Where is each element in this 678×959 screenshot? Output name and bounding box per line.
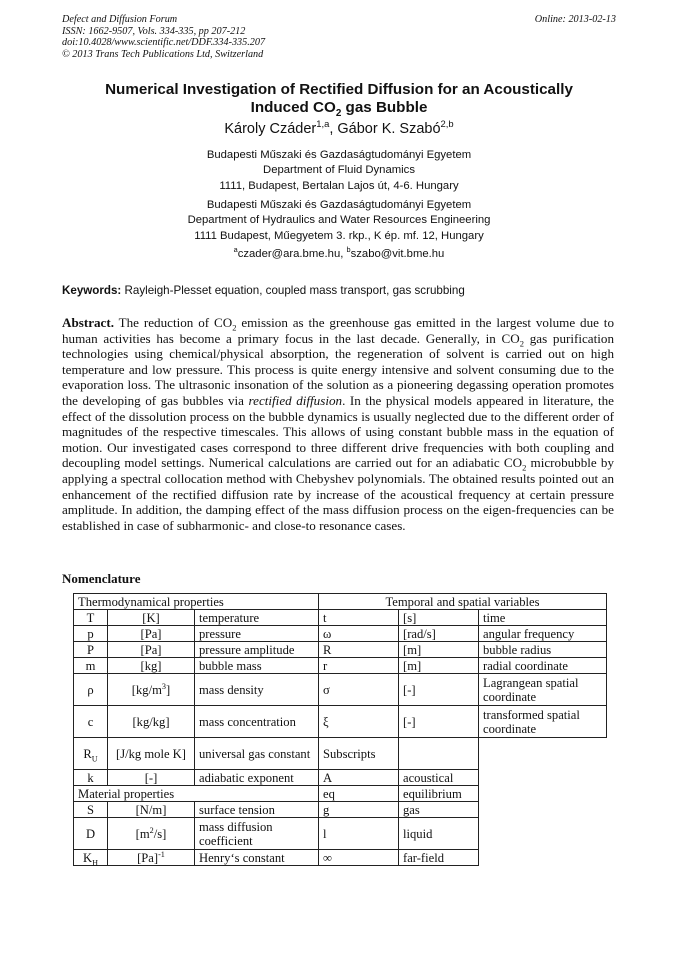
table-row: p [Pa] pressure ω [rad/s] angular frequency [74,626,607,642]
table-row: S [N/m] surface tension g gas [74,802,607,818]
email-b[interactable]: szabo@vit.bme.hu [350,248,445,260]
copyright: © 2013 Trans Tech Publications Ltd, Switzerland [62,48,264,60]
author-2: Gábor K. Szabó [337,121,441,137]
affiliation-2: Budapesti Műszaki és Gazdaságtudományi Egyetem Department of Hydraulics and Water Resources Engineering 1111 Budapest, Műegyetem 3. rkp., K ép. mf. 12, Hungary [187,199,491,242]
table-row: c [kg/kg] mass concentration ξ [-] transformed spatial coordinate [74,706,607,738]
online-date: Online: 2013-02-13 [534,14,616,25]
abstract-label: Abstract. [62,315,114,330]
temporal-header: Temporal and spatial variables [319,594,607,610]
table-row: D $[m^2/s]$ mass diffusion coefficient l liquid [74,818,607,850]
title-line-1: Numerical Investigation of Rectified Diffusion for an Acoustically [105,81,573,98]
paper-title [62,81,616,120]
table-row: k [-] adiabatic exponent A acoustical [74,770,607,786]
affiliation-1: Budapesti Műszaki és Gazdaságtudományi Egyetem Department of Fluid Dynamics 1111, Budapest, Bertalan Lajos út, 4-6. Hungary [206,149,472,192]
thermo-header: Thermodynamical properties [74,594,319,610]
author-1: Károly Czáder [224,121,317,137]
title-line-2: Induced $CO_2$ gas Bubble [250,99,428,120]
table-row: P [Pa] pressure amplitude R [m] bubble radius [74,642,607,658]
keywords-label: Keywords: [62,284,122,297]
abstract: Abstract. The reduction of $CO_2$ emission as the greenhouse gas emitted in the largest volume due to human activities has become a primary focus in the last decade. Generally, in $CO_2$ gas purification technologies using chemical/physical absorption, the regeneration of solvent is carried out on high temperature and low pressure. This process is quite energy intensive and solvent consuming due to the evaporation loss. The ultrasonic insonation of the solution as a pioneering degassing operation promotes the developing of gas bubbles via rectified diffusion. In the physical models appeared in literature, the effect of the dissolution process on the bubble dynamics is usually neglected due to the different order of magnitudes of the respective timescales. This allows of using constant bubble mass in the equation of motion. Our investigated cases correspond to three different drive frequencies with both coupling and decoupling model settings. Numerical calculations are carried out for an adiabatic $CO_2$ microbubble by applying a spectral collocation method with Chebyshev polynomials. The obtained results pointed out an enhancement of the rectified diffusion rate by increase of the acoustical frequency at certain pressure amplitude. In addition, the damping effect of the mass diffusion process on the eigen-frequencies can be established in case of subharmonic- and close-to resonance cases. [62,315,614,533]
keywords [62,284,465,297]
journal-name: Defect and Diffusion Forum [62,14,178,25]
nomenclature-heading: Nomenclature [62,571,141,586]
table-row: $R_U$ [J/kg mole K] universal gas constant Subscripts [74,738,607,770]
table-row [74,594,607,610]
doi: doi:10.4028/www.scientific.net/DDF.334-335.207 [62,37,266,49]
issn: ISSN: 1662-9507, Vols. 334-335, pp 207-212 [62,25,246,37]
keywords-text: Rayleigh-Plesset equation, coupled mass transport, gas scrubbing [121,284,465,297]
table-row: $K_H$ $[Pa]^{-1}$ Henry‘s constant ∞ far-field [74,850,607,866]
table-row: Material properties eq equilibrium [74,786,607,802]
author-emails: $^a$czader@ara.bme.hu, $^b$szabo@vit.bme.hu [233,245,445,260]
journal-header [62,14,265,60]
table-row: T [K] temperature t [s] time [74,610,607,626]
material-header: Material properties [74,786,319,802]
email-a[interactable]: czader@ara.bme.hu [237,248,341,260]
nomenclature-table [73,593,607,866]
table-row: ρ $[kg/m^3]$ mass density σ [-] Lagrangean spatial coordinate [74,674,607,706]
authors: Károly Czáder$^{1,a}$, Gábor K. Szabó$^{2,b}$ [224,118,454,137]
subscripts-header: Subscripts [319,738,399,770]
table-row: m [kg] bubble mass r [m] radial coordinate [74,658,607,674]
